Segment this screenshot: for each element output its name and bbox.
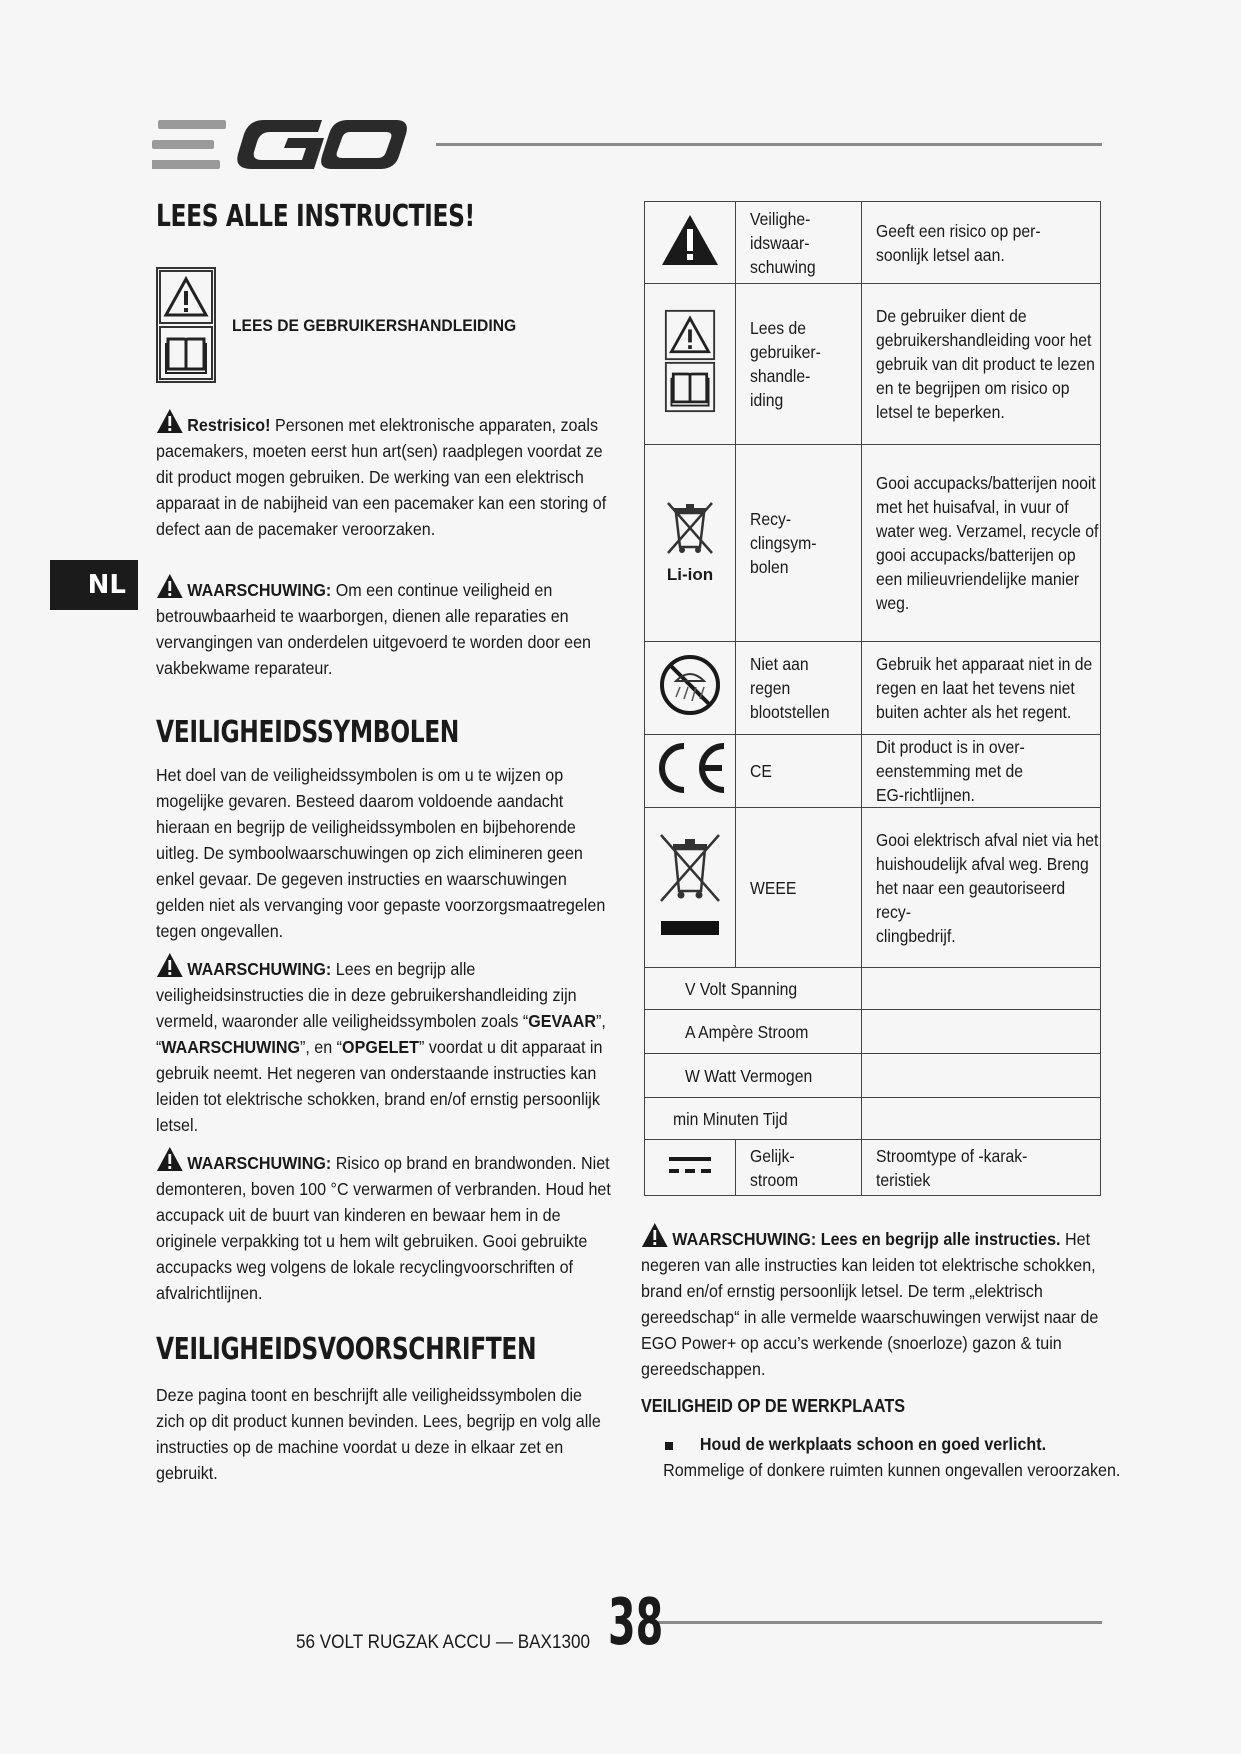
symbol-meaning: Dit product is in over- eenstemming met de EG-richtlijnen.	[862, 735, 1101, 808]
symbol-meaning: Stroomtype of -karak- teristiek	[862, 1140, 1101, 1196]
ce-mark-icon	[650, 740, 730, 796]
general-warning: WAARSCHUWING: Lees en begrijp alle instructies. Het negeren van alle instructies kan leiden tot elektrische schokken, brand en/of ernstig persoonlijk letsel. De term „elektrisch gereedschap“ in alle vermelde waarschuwingen verwijst naar de EGO Power+ op accu’s werkende (snoerloze) gazon & tuin gereedschappen.	[641, 1222, 1101, 1382]
table-row	[645, 284, 1101, 445]
workplace-heading: VEILIGHEID OP DE WERKPLAATS	[641, 1396, 906, 1416]
footer-rule	[650, 1621, 1102, 1624]
symbol-name: WEEE	[736, 808, 862, 968]
symbol-cell	[645, 735, 736, 808]
symbol-name: Gelijk- stroom	[736, 1140, 862, 1196]
unit-cell: min Minuten Tijd	[645, 1098, 862, 1140]
symbol-cell	[645, 202, 736, 284]
li-ion-label: Li-ion	[666, 565, 714, 584]
table-row	[645, 808, 1101, 968]
warning-fire-risk: WAARSCHUWING: Risico op brand en brandwonden. Niet demonteren, boven 100 °C verwarmen of verbranden. Houd het accupack uit de buurt van kinderen en bewaar hem in de originele verpakking tot u hem wilt gebruiken. Gooi gebruikte accupacks weg volgens de lokale recyclingvoorschriften of afvalrichtlijnen.	[156, 1146, 616, 1306]
title-read-all: LEES ALLE INSTRUCTIES!	[156, 199, 475, 234]
unit-empty	[862, 1010, 1101, 1054]
warning-triangle-icon	[156, 1146, 184, 1172]
table-row	[645, 1010, 1101, 1054]
symbols-intro: Het doel van de veiligheidssymbolen is om u te wijzen op mogelijke gevaren. Besteed daarom voldoende aandacht hieraan en begrijp de veiligheidssymbolen en bijbehorende uitleg. De symboolwaarschuwingen op zich elimineren geen enkel gevaar. De gegeven instructies en waarschuwingen gelden niet als vervanging voor gepaste voorzorgsmaatregelen tegen ongevallen.	[156, 765, 606, 941]
recycle-bin-crossed-icon	[660, 499, 720, 555]
weee-icon	[655, 829, 725, 941]
symbol-name: CE	[736, 735, 862, 808]
symbol-name: Lees de gebruiker- shandle- iding	[736, 284, 862, 445]
unit-empty	[862, 968, 1101, 1010]
restrisico-paragraph: Restrisico! Personen met elektronische apparaten, zoals pacemakers, moeten eerst hun art(sen) raadplegen voordat ze dit product mogen gebruiken. De werking van een elektrisch apparaat in de nabijheid van een pacemaker kan een storing of defect aan de pacemaker veroorzaken.	[156, 408, 606, 542]
rules-text: Deze pagina toont en beschrijft alle veiligheidssymbolen die zich op dit product kunnen bevinden. Lees, begrijp en volg alle instructies op de machine voordat u deze in elkaar zet en gebruikt.	[156, 1385, 601, 1483]
symbol-cell	[645, 808, 736, 968]
table-row	[645, 1098, 1101, 1140]
symbol-name: Veilighe- idswaar- schuwing	[736, 202, 862, 284]
header-rule	[436, 143, 1102, 146]
table-row	[645, 1140, 1101, 1196]
footer-product-name: 56 VOLT RUGZAK ACCU — BAX1300	[296, 1632, 590, 1653]
unit-cell: W Watt Vermogen	[645, 1054, 862, 1098]
symbol-meaning: Geeft een risico op per- soonlijk letsel aan.	[862, 202, 1101, 284]
symbol-cell	[645, 1140, 736, 1196]
no-rain-icon	[658, 653, 722, 717]
table-row	[645, 1054, 1101, 1098]
table-row	[645, 968, 1101, 1010]
symbol-cell	[645, 445, 736, 642]
warning-repairs: WAARSCHUWING: Om een continue veiligheid en betrouwbaarheid te waarborgen, dienen alle reparaties en vervangingen van onderdelen uitgevoerd te worden door een vakbekwame reparateur.	[156, 573, 606, 681]
symbol-meaning: De gebruiker dient de gebruikershandleiding voor het gebruik van dit product te lezen en te begrijpen om risico op letsel te beperken.	[862, 284, 1101, 445]
symbol-meaning: Gebruik het apparaat niet in de regen en laat het tevens niet buiten achter als het regent.	[862, 642, 1101, 735]
symbol-name: Recy- clingsym- bolen	[736, 445, 862, 642]
page-number: 38	[608, 1586, 664, 1660]
warning-triangle-icon	[156, 408, 184, 434]
unit-cell: A Ampère Stroom	[645, 1010, 862, 1054]
warning-triangle-icon	[156, 573, 184, 599]
direct-current-icon	[667, 1153, 713, 1177]
table-row	[645, 735, 1101, 808]
warning-triangle-icon	[641, 1222, 669, 1248]
heading-safety-symbols: VEILIGHEIDSSYMBOLEN	[156, 715, 460, 750]
warning-read-instructions: WAARSCHUWING: Lees en begrijp alle veiligheidsinstructies die in deze gebruikershandleiding zijn vermeld, waaronder alle veiligheidssymbolen zoals “GEVAAR”, “WAARSCHUWING”, en “OPGELET” voordat u dit apparaat in gebruik neemt. Het negeren van onderstaande instructies kan leiden tot elektrische schokken, brand en/of ernstig persoonlijk letsel.	[156, 952, 606, 1138]
list-item: Houd de werkplaats schoon en goed verlicht. Rommelige of donkere ruimten kunnen ongevallen veroorzaken.	[663, 1434, 1121, 1480]
symbol-meaning: Gooi accupacks/batterijen nooit met het huisafval, in vuur of water weg. Verzamel, recycle of gooi accupacks/batterijen op een milieuvriendelijke manier weg.	[862, 445, 1101, 642]
safety-alert-icon	[660, 213, 720, 267]
read-manual-icon	[156, 267, 216, 383]
heading-safety-rules: VEILIGHEIDSVOORSCHRIFTEN	[156, 1332, 537, 1367]
unit-empty	[862, 1054, 1101, 1098]
warning-triangle-icon	[156, 952, 184, 978]
symbol-cell	[645, 284, 736, 445]
read-manual-label: LEES DE GEBRUIKERSHANDLEIDING	[232, 316, 517, 335]
table-row	[645, 642, 1101, 735]
read-manual-icon	[662, 309, 718, 413]
unit-empty	[862, 1098, 1101, 1140]
safety-symbols-table	[644, 201, 1101, 1196]
symbol-name: Niet aan regen blootstellen	[736, 642, 862, 735]
ego-logo	[152, 114, 408, 176]
symbol-cell	[645, 642, 736, 735]
unit-cell: V Volt Spanning	[645, 968, 862, 1010]
table-row	[645, 202, 1101, 284]
symbol-meaning: Gooi elektrisch afval niet via het huishoudelijk afval weg. Breng het naar een geautoriseerd recy- clingbedrijf.	[862, 808, 1101, 968]
table-row	[645, 445, 1101, 642]
language-tab: NL	[50, 560, 138, 610]
